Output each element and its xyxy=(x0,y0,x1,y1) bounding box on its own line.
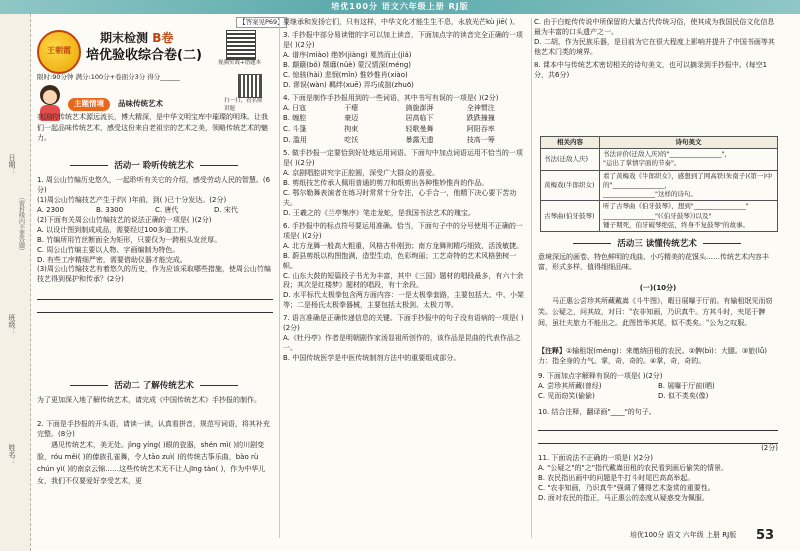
question-7 xyxy=(283,314,528,364)
table-line[interactable]: 看了黄梅戏《牛郎织女》，感想到了网高铁(朱南子)(第一)中的"________________， xyxy=(603,171,773,189)
question-10 xyxy=(538,408,778,454)
passage-text: 马正惠公尝珍其所藏戴嵩《斗牛图》，暇日展曝于厅前。有输租氓见而窃笑。公疑之，问其故，对曰："农非知画，乃识真牛。方其斗时，夹尾于髀间，虽壮夫旅力不能出之。此图皆举其尾，似不类矣。"公为之叹服。 xyxy=(538,297,773,328)
binding-margin xyxy=(0,14,31,551)
q6-stem: 6. 手抄报中的标点符号要运用准确。恰当，下面句子中的分号使用不正确的一项是( )(2分) xyxy=(283,221,523,240)
table-header: 相关内容 xyxy=(541,137,600,149)
binding-label-date: 日期： xyxy=(7,154,16,175)
column-3 xyxy=(534,18,779,81)
col2-continuation: 要继承和发扬它们，只有这样，中华文化才能生生不息，永放光芒kù jiē( )。 xyxy=(283,18,520,26)
q7-stem: 7. 语言准确是正确传递信息的关键。下面手抄报中的句子没有语病的一项是( )(2分) xyxy=(283,314,524,333)
table-cell-topic: 书法(迁敌人庆) xyxy=(541,149,600,170)
qr-code-icon-2[interactable] xyxy=(238,74,262,98)
q5-option[interactable]: D. 王羲之的《兰亭集序》笔走龙蛇，是我国书法艺术的瑰宝。 xyxy=(283,208,475,217)
question-5 xyxy=(283,149,528,219)
q1-option[interactable]: A. 以设计图到制成成品，需要经过100多道工序。 xyxy=(37,225,193,234)
q7-option[interactable]: A.《牡丹亭》作者是明朝剧作家汤显祖所创作的，该作品是昆曲的代表作品之一。 xyxy=(283,334,521,353)
q6-option[interactable]: A. 北方龙舞一般高大粗重，风格古朴刚劲；南方龙舞则精巧细致，活泼敏捷。 xyxy=(283,241,524,250)
table-line[interactable]: ________________"(《伯牙鼓琴》)以及" xyxy=(603,211,712,220)
q9-option[interactable]: C. 见而窃笑(偷偷) xyxy=(538,391,595,400)
answer-line[interactable] xyxy=(538,418,778,431)
question-1 xyxy=(37,176,273,313)
table-cell-lines[interactable] xyxy=(600,201,778,232)
table-cell-topic: 黄梅戏(牛郎织女) xyxy=(541,170,600,201)
exam-title xyxy=(100,30,173,47)
q1-option[interactable]: B. 竹编所用竹丝断面全为矩形，只要仅为一跨根头发丝厚。 xyxy=(37,235,222,244)
activity-1-title: 活动一 聆听传统艺术 xyxy=(36,160,272,172)
q1-option[interactable]: D. 有些工序精细严密，需要借助仪器才能完成。 xyxy=(37,255,187,264)
q9-options xyxy=(538,382,778,402)
question-2 xyxy=(37,420,273,487)
column-2 xyxy=(283,18,528,364)
q3-stem: 3. 手抄报中部分易读错的字可以加上读音，下面加点字的读音完全正确的一项是( )(2分) xyxy=(283,30,523,49)
q11-option[interactable]: A. "公疑之"的"之"指代戴嵩田租的农民看到画后偷笑的情景。 xyxy=(538,463,728,472)
q4-stem: 4. 下面是制作手抄报用到的一些词语，其中书写有误的一项是( )(2分) xyxy=(283,93,499,102)
activity-2-intro: 为了更加深入地了解传统艺术，请完成《中国传统艺术》手抄报的制作。 xyxy=(37,396,261,404)
table-line[interactable]: 听了古琴曲《伯牙鼓琴》，想到"________________" xyxy=(603,202,749,211)
q10-score: (2分) xyxy=(761,443,778,452)
q5-option[interactable]: C. 鄂尔勒舞表演者在练习时常常十分专注，心手合一，他精下决心要下苦功夫。 xyxy=(283,189,517,207)
table-line[interactable]: 书法评价(迁敌人庆)的"________________"， xyxy=(603,150,732,159)
header-bar xyxy=(0,0,800,14)
poem-table xyxy=(540,136,778,232)
q4-cell: 暴露无遗 xyxy=(405,136,434,145)
q1-option[interactable]: C. 周公山竹编主要以人物、字画编制为特色。 xyxy=(37,245,180,254)
q1-sub3: (3)周公山竹编技艺有着悠久的历史，作为应该采取哪些措施，使周公山竹编技艺得到保护和传承？(2分) xyxy=(37,265,271,284)
passage-title: (一)(10分) xyxy=(639,284,677,292)
q4-cell: 吃饫 xyxy=(344,136,359,145)
q9-option[interactable]: D. 似不类矣(像) xyxy=(658,391,709,400)
q5-option[interactable]: B. 剪纸技艺传承人佩用普通的剪刀和纸剪出各种惟妙惟肖的作品。 xyxy=(283,179,489,188)
binding-label-class: 班级： xyxy=(7,314,16,335)
passage-notes xyxy=(538,347,778,367)
q9-stem: 9. 下面加点字解释有误的一项是( )(2分) xyxy=(538,372,663,380)
q1-sub1: (1)周公山竹编技艺产生于约( )年前，到( )已十分发达。(2分) xyxy=(37,195,227,204)
q7-option[interactable]: C. 由于白蛇传传说中所保留的大量古代传统习俗，使其成为我国民俗文化信息最为丰富的口头遗产之一。 xyxy=(534,18,775,36)
notes-label: 【注释】 xyxy=(538,347,566,355)
q4-cell[interactable]: B. 缠腔 xyxy=(283,114,307,123)
q4-cell: 居高临下 xyxy=(405,114,434,123)
question-6 xyxy=(283,222,528,311)
q11-option[interactable]: D. 面对农民的指正，马正惠公的态度从疑惑变为佩服。 xyxy=(538,493,709,502)
q3-option[interactable]: D. 谬误(wàn) 羁绊(xuē) 弄巧成拙(zhuō) xyxy=(283,80,414,89)
activity-3-intro: 意境深远的画卷、特色鲜明的戏曲、小巧精美的花馍头……传统艺术内容丰富，形式多样，值得细细品味。 xyxy=(538,253,769,271)
notes-text: ①输租氓(méng)：来缴纳田租的农民。②髀(bì)：大腿。③旅(lǚ)力：指全身的力气。掌，奇，奇的。④掌，奇，奇的。 xyxy=(538,347,767,365)
q1-options-1 xyxy=(37,206,273,216)
table-header: 诗句美文 xyxy=(600,137,778,149)
q4-cell: 阿阳吞率 xyxy=(466,125,495,134)
theme-name: 品味传统艺术 xyxy=(118,99,163,108)
q8-stem: 8. 课本中与传统艺术密切相关的诗句美文，也可以摘录到手抄报中。(每空1分，共6分) xyxy=(534,60,768,79)
q7-option[interactable]: D. 二胡，作为民族乐器，是目前为它在很大程度上影响并提升了中国书画等其他艺术门类的境界。 xyxy=(534,37,775,56)
q1-option[interactable]: C. 唐代 xyxy=(155,205,179,214)
answer-key-ref: 【答案见P69】 xyxy=(236,17,287,28)
brand-logo-text: 王朝霞 xyxy=(47,46,71,55)
q6-option[interactable]: B. 蔚县剪纸以构图饱满，造型生动，色彩绚丽；工艺奇特的艺术风格独树一帜。 xyxy=(283,251,517,270)
q4-cell[interactable]: A. 日寇 xyxy=(283,103,307,112)
table-line: 锺子期死，伯牙破琴绝弦，终身不复鼓琴"的故事。 xyxy=(603,220,749,229)
q4-cell: 拘束 xyxy=(344,125,359,134)
qr-code-icon[interactable] xyxy=(226,30,256,60)
q11-stem: 11. 下面说法不正确的一项是( )(2分) xyxy=(538,454,653,462)
q1-option[interactable]: A. 2300 xyxy=(37,205,64,214)
header-title: 培优100分 语文六年级上册 RJ版 xyxy=(331,2,469,11)
exam-title-volume: B卷 xyxy=(152,31,174,45)
q4-cell: 跌跌撞撞 xyxy=(466,114,495,123)
exam-subtitle: 培优验收综合卷(二) xyxy=(86,48,202,63)
q11-option[interactable]: C. "农非知画，乃识真牛"强调了懂得艺术鉴赏的重要性。 xyxy=(538,483,715,492)
answer-line[interactable] xyxy=(37,300,273,313)
question-11 xyxy=(538,454,778,504)
q3-option[interactable]: B. 颠簸(bǒ) 颓靡(nüè) 蒙汉情深(méng) xyxy=(283,60,411,69)
table-cell-lines[interactable] xyxy=(600,170,778,201)
q5-option[interactable]: A. 京剧唱腔讲究字正腔圆，深受广大群众的喜爱。 xyxy=(283,169,440,178)
column-divider xyxy=(531,18,532,538)
intro-text: 我国的传统艺术源远流长，博大精深，是中华文明宝库中璀璨的明珠。让我们一起品味传统艺术，感受这份来自老祖宗的艺术之美，领略传统艺术的魅力。 xyxy=(37,113,268,142)
table-line: "运出了掌情字面的节奏"。 xyxy=(603,159,681,168)
exam-meta: 限时:90分钟 满分:100分+卷面分3分 得分______ xyxy=(37,73,180,81)
binding-note: （密封线内不要答题） xyxy=(17,194,25,254)
q2-passage[interactable]: 遇见传统艺术，美无处。jìng yíng( )眼的瓷器，shén mì( )的川剧变脸，róu měi( )的傣族孔雀舞，令人tāo zuì( )的传统古筝乐曲，bào rù chún yì( )的南京云锦……这些传统艺术无不让人jīng tàn( )，作为中华儿女，我们不仅要爱好享受艺术，更 xyxy=(37,440,266,485)
q1-sub2: (2)下面有关周公山竹编技艺的说法正确的一项是( )(2分) xyxy=(37,215,212,224)
table-row xyxy=(541,149,778,170)
activity-2-title: 活动二 了解传统艺术 xyxy=(36,380,272,392)
answer-line[interactable] xyxy=(37,287,273,300)
q1-option[interactable]: D. 宋代 xyxy=(214,205,238,214)
question-9 xyxy=(538,372,778,402)
question-4 xyxy=(283,94,528,147)
exam-title-main: 期末检测 xyxy=(100,31,149,45)
table-cell-topic: 古琴曲(伯牙鼓琴) xyxy=(541,201,600,232)
q4-cell: 豪迈 xyxy=(344,114,359,123)
page-footer: 培优100分 语文 六年级 上册 RJ版 xyxy=(630,531,737,539)
table-cell-lines[interactable] xyxy=(600,149,778,170)
answer-line[interactable] xyxy=(538,431,778,444)
q4-cell: 全神惯注 xyxy=(466,103,495,112)
q4-cell: 技高一筹 xyxy=(466,136,495,145)
q3-option[interactable]: C. 惊骇(hài) 悲悯(mǐn) 惟妙惟肖(xiào) xyxy=(283,70,408,79)
column-divider xyxy=(279,18,280,538)
q4-cell[interactable]: C. 斗篷 xyxy=(283,125,307,134)
brand-logo xyxy=(37,30,81,74)
table-row xyxy=(541,170,778,201)
q2-stem: 2. 下面是手抄报的开头语，请读一读，认真看拼音，规范写词语，将其补充完整。(8分) xyxy=(37,420,270,438)
q10-stem: 10. 结合注释，翻译画"____"的句子。 xyxy=(538,408,656,416)
q6-option[interactable]: D. 水平标代太极拳包含两方面内容：一是太极拳套路，主要包括大、中、小架等；二是杨氏太极拳器械，主要包括太极剑、太极刀等。 xyxy=(283,291,524,310)
qr-caption-2: 扫一扫，看名师讲题 xyxy=(224,98,263,112)
q3-option[interactable]: A. 谱序(miào) 绝妙(jiàng) 戛然而止(jiá) xyxy=(283,50,412,59)
q4-cell: 旖旎澎湃 xyxy=(405,103,434,112)
page-number: 53 xyxy=(756,528,775,543)
q9-option[interactable]: A. 尝珍其所藏(曾经) xyxy=(538,381,602,390)
q6-option[interactable]: C. 山东大鼓的短篇段子书尤为丰富，其中《三国》题材的唱段最多，有六十余段；其次是红楼梦》题材的唱段，有十余段。 xyxy=(283,271,524,290)
q7-option[interactable]: B. 中国传统医学是中医传统制剂方法中的重要组成部分。 xyxy=(283,354,461,362)
activity-3-title: 活动三 读懂传统艺术 xyxy=(538,238,776,250)
q1-stem: 1. 周公山竹编历史悠久，一起聆听有关它的介绍，感受劳动人民的智慧。(6分) xyxy=(37,176,271,194)
q4-cell: 干瘪 xyxy=(344,103,359,112)
q5-stem: 5. 做手抄报一定要恰到好处地运用词语。下面句中加点词语运用不恰当的一项是( )(2分) xyxy=(283,149,523,168)
q1-option[interactable]: B. 3300 xyxy=(96,205,124,214)
q4-cell[interactable]: D. 滥用 xyxy=(283,136,307,145)
q11-option[interactable]: B. 农民指出画中的问题是牛打斗时尾巴高高举起。 xyxy=(538,473,695,482)
table-header-row xyxy=(541,137,778,149)
qr-caption-1: 视频实战+错题本 xyxy=(218,60,262,66)
theme-tag: 主题情境 xyxy=(68,98,110,111)
q4-options xyxy=(283,104,528,147)
table-line[interactable]: ________________"这样的诗句。 xyxy=(603,190,697,199)
q9-option[interactable]: B. 展曝于厅前(晒) xyxy=(658,381,715,390)
binding-label-name: 姓名： xyxy=(7,444,16,465)
table-row xyxy=(541,201,778,232)
question-3 xyxy=(283,31,528,91)
q4-cell: 轻歌曼舞 xyxy=(405,125,434,134)
